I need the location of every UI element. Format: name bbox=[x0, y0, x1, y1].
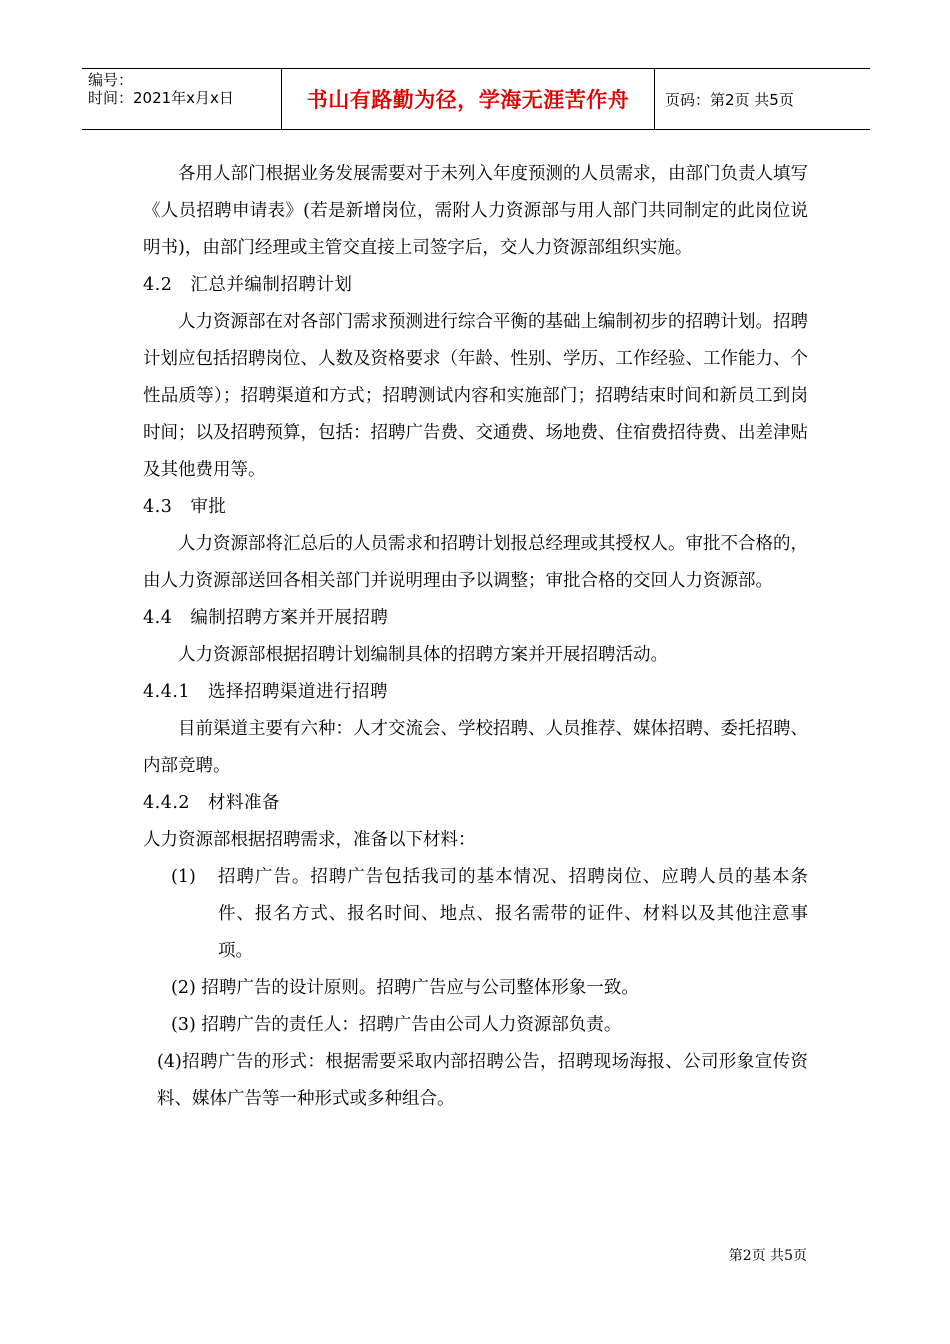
section-heading-4-2: 4.2 汇总并编制招聘计划 bbox=[143, 275, 353, 295]
paragraph-4-2: 人力资源部在对各部门需求预测进行综合平衡的基础上编制初步的招聘计划。招聘计划应包括招聘岗位、人数及资格要求（年龄、性别、学历、工作经验、工作能力、个性品质等）；招聘渠道和方式；招聘测试内容和实施部门；招聘结束时间和新员工到岗时间；以及招聘预算，包括：招聘广告费、交通费、场地费、住宿费招待费、出差津贴及其他费用等。 bbox=[143, 312, 808, 480]
list-item-4: (4)招聘广告的形式：根据需要采取内部招聘公告，招聘现场海报、公司形象宣传资料、媒体广告等一种形式或多种组合。 bbox=[157, 1052, 808, 1109]
list-item-2: (2) 招聘广告的设计原则。招聘广告应与公司整体形象一致。 bbox=[171, 978, 639, 998]
paragraph-intro: 各用人部门根据业务发展需要对于未列入年度预测的人员需求，由部门负责人填写《人员招聘申请表》(若是新增岗位，需附人力资源部与用人部门共同制定的此岗位说明书)，由部门经理或主管交直接上司签字后，交人力资源部组织实施。 bbox=[143, 164, 808, 258]
paragraph-4-4-1: 目前渠道主要有六种：人才交流会、学校招聘、人员推荐、媒体招聘、委托招聘、内部竞聘。 bbox=[143, 719, 808, 776]
header-motto: 书山有路勤为径，学海无涯苦作舟 bbox=[306, 88, 630, 112]
header-meta bbox=[82, 69, 282, 129]
header-motto-cell bbox=[282, 69, 655, 129]
paragraph-4-4-2: 人力资源部根据招聘需求，准备以下材料： bbox=[143, 830, 476, 850]
paragraph-4-4: 人力资源部根据招聘计划编制具体的招聘方案并开展招聘活动。 bbox=[178, 645, 668, 665]
document-date-label: 时间：2021年x月x日 bbox=[88, 89, 234, 107]
document-body bbox=[143, 156, 808, 1118]
document-number-label: 编号： bbox=[88, 71, 134, 89]
document-header bbox=[82, 68, 870, 130]
list-item-1-number: (1) bbox=[171, 867, 196, 887]
section-heading-4-4-2: 4.4.2 材料准备 bbox=[143, 793, 281, 813]
list-item-1-text: 招聘广告。招聘广告包括我司的基本情况、招聘岗位、应聘人员的基本条件、报名方式、报名时间、地点、报名需带的证件、材料以及其他注意事项。 bbox=[218, 867, 808, 961]
header-page-cell bbox=[655, 69, 870, 129]
list-item-1 bbox=[143, 859, 808, 970]
page-footer-number: 第2页 共5页 bbox=[728, 1248, 807, 1264]
section-heading-4-4: 4.4 编制招聘方案并开展招聘 bbox=[143, 608, 389, 628]
paragraph-4-3: 人力资源部将汇总后的人员需求和招聘计划报总经理或其授权人。审批不合格的，由人力资源部送回各相关部门并说明理由予以调整；审批合格的交回人力资源部。 bbox=[143, 534, 808, 591]
header-page-number: 页码：第2页 共5页 bbox=[665, 90, 794, 109]
list-item-3: (3) 招聘广告的责任人：招聘广告由公司人力资源部负责。 bbox=[171, 1015, 622, 1035]
section-heading-4-4-1: 4.4.1 选择招聘渠道进行招聘 bbox=[143, 682, 389, 702]
section-heading-4-3: 4.3 审批 bbox=[143, 497, 227, 517]
